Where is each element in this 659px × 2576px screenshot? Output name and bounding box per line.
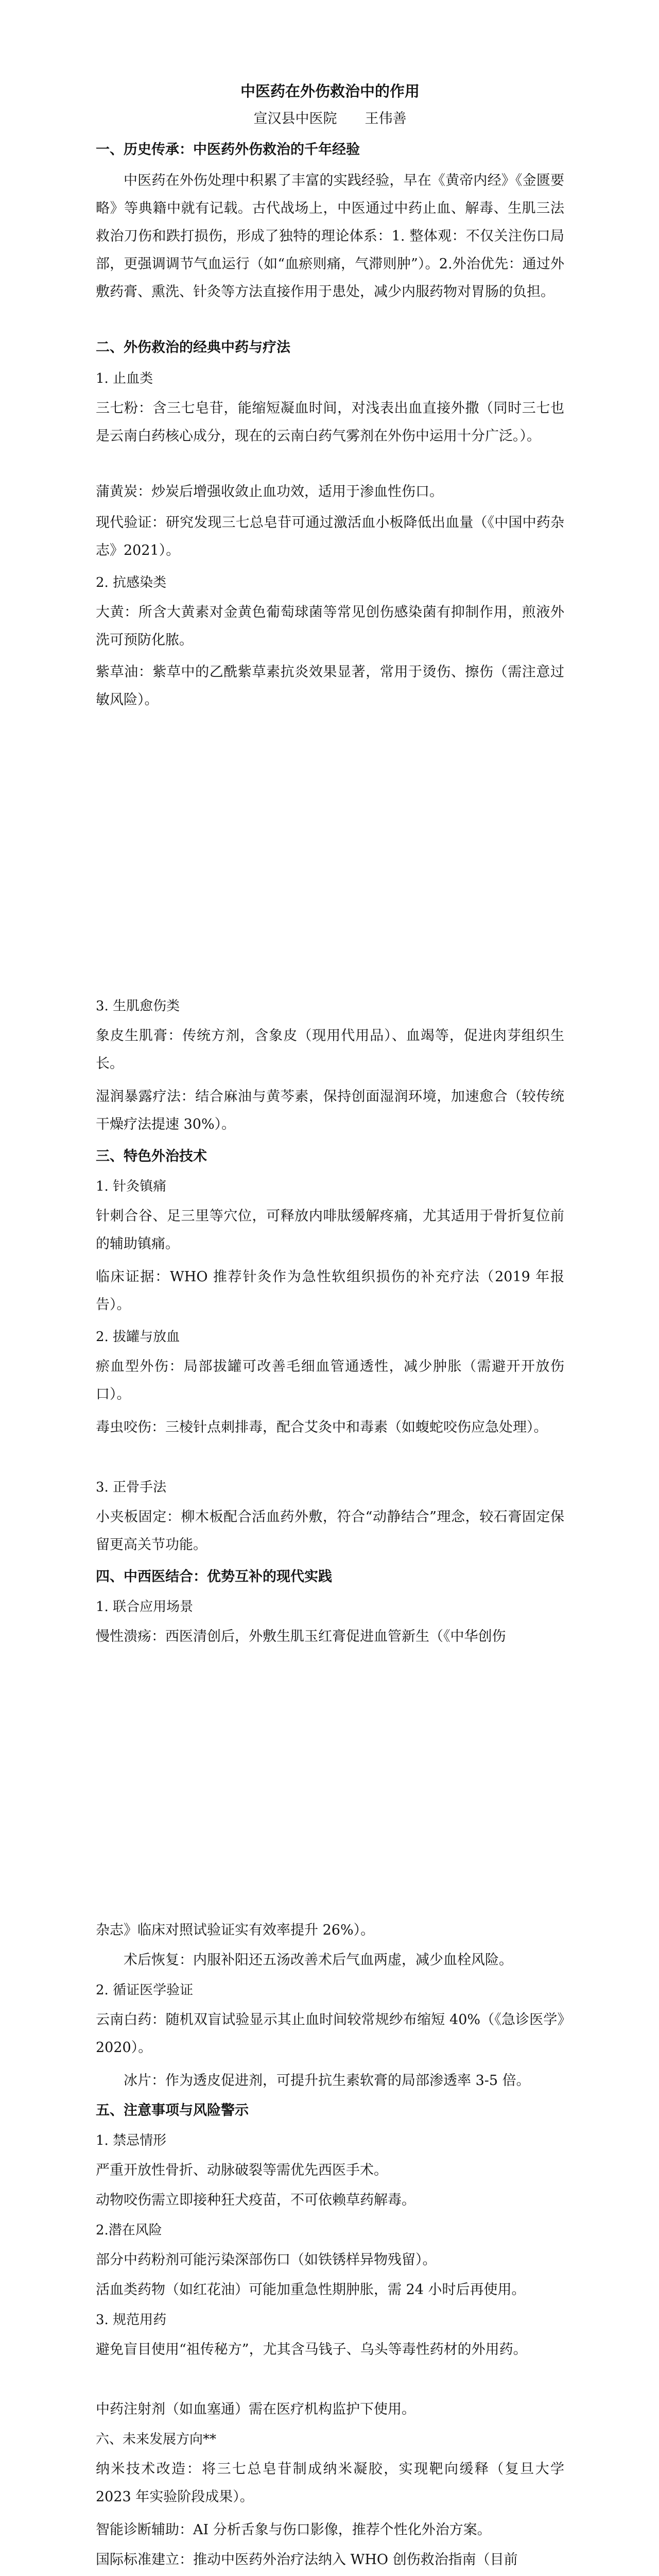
risk-2: 活血类药物（如红花油）可能加重急性期肿胀，需 24 小时后再使用。: [96, 2282, 526, 2298]
evidence-paragraph: 现代验证：研究发现三七总皂苷可通过激活血小板降低出血量（《中国中药杂志》2021）。: [96, 515, 564, 558]
section-6-heading: 六、未来发展方向**: [96, 2432, 217, 2447]
ulcer-paragraph-part-2: 杂志》临床对照试验证实有效率提升 26%）。: [96, 1922, 375, 1938]
xiangpi-paragraph: 象皮生肌膏：传统方剂，含象皮（现用代用品）、血竭等，促进肉芽组织生长。: [96, 1028, 564, 1072]
yunnan-baiyao-paragraph: 云南白药：随机双盲试验显示其止血时间较常规纱布缩短 40%（《急诊医学》2020）。: [96, 2012, 564, 2056]
section-5-heading: 五、注意事项与风险警示: [96, 2103, 249, 2119]
standards-paragraph-part-1: 国际标准建立：推动中医药外治疗法纳入 WHO 创伤救治指南（目前: [96, 2552, 518, 2568]
risk-1: 部分中药粉剂可能污染深部伤口（如铁锈样异物残留）。: [96, 2252, 437, 2268]
regulated-use-2: 中药注射剂（如血塞通）需在医疗机构监护下使用。: [96, 2401, 415, 2417]
document-title: 中医药在外伤救治中的作用: [240, 82, 420, 100]
borneol-paragraph: 冰片：作为透皮促进剂，可提升抗生素软膏的局部渗透率 3-5 倍。: [124, 2073, 530, 2089]
splint-paragraph: 小夹板固定：柳木板配合活血药外敷，符合“动静结合”理念，较石膏固定保留更高关节功能。: [96, 1509, 564, 1553]
cupping-paragraph: 瘀血型外伤：局部拔罐可改善毛细血管通透性，减少肿胀（需避开开放伤口）。: [96, 1359, 564, 1402]
ai-diagnosis-paragraph: 智能诊断辅助：AI 分析舌象与伤口影像，推荐个性化外治方案。: [96, 2522, 491, 2538]
section-3-heading: 三、特色外治技术: [96, 1148, 207, 1164]
sanqi-paragraph: 三七粉：含三七皂苷，能缩短凝血时间，对浅表出血直接外撒（同时三七也是云南白药核心成分，现在的云南白药气雾剂在外伤中运用十分广泛。）。: [96, 400, 564, 444]
section-2-sub-2: 2. 抗感染类: [96, 575, 167, 590]
section-4-heading: 四、中西医结合：优势互补的现代实践: [96, 1569, 332, 1585]
section-3-sub-3: 3. 正骨手法: [96, 1480, 167, 1495]
section-4-sub-2: 2. 循证医学验证: [96, 1982, 194, 1998]
section-2-heading: 二、外伤救治的经典中药与疗法: [96, 340, 290, 355]
shirun-paragraph: 湿润暴露疗法：结合麻油与黄芩素，保持创面湿润环境，加速愈合（较传统干燥疗法提速 30%）。: [96, 1089, 564, 1132]
acupuncture-paragraph: 针刺合谷、足三里等穴位，可释放内啡肽缓解疼痛，尤其适用于骨折复位前的辅助镇痛。: [96, 1208, 564, 1252]
section-5-sub-1: 1. 禁忌情形: [96, 2133, 167, 2148]
regulated-use-1: 避免盲目使用“祖传秘方”，尤其含马钱子、乌头等毒性药材的外用药。: [96, 2342, 527, 2358]
section-3-sub-1: 1. 针灸镇痛: [96, 1179, 167, 1194]
ulcer-paragraph-part-1: 慢性溃疡：西医清创后，外敷生肌玉红膏促进血管新生（《中华创伤: [96, 1629, 506, 1645]
section-2-sub-3: 3. 生肌愈伤类: [96, 998, 180, 1014]
section-4-sub-1: 1. 联合应用场景: [96, 1599, 194, 1615]
section-5-sub-2: 2.潜在风险: [96, 2223, 162, 2238]
section-1-paragraph: 中医药在外伤处理中积累了丰富的实践经验，早在《黄帝内经》《金匮要略》等典籍中就有记载。古代战场上，中医通过中药止血、解毒、生肌三法救治刀伤和跌打损伤，形成了独特的理论体系：1. 整体观：不仅关注伤口局部，更强调调节气血运行（如“血瘀则痛，气滞则肿”）。2.外治优先：通过外敷药膏、熏洗、针灸等方法直接作用于患处，减少内服药物对胃肠的负担。: [96, 173, 564, 300]
puhuang-paragraph: 蒲黄炭：炒炭后增强收敛止血功效，适用于渗血性伤口。: [96, 484, 443, 500]
section-5-sub-3: 3. 规范用药: [96, 2312, 167, 2328]
section-2-sub-1: 1. 止血类: [96, 371, 153, 386]
contraindication-2: 动物咬伤需立即接种狂犬疫苗，不可依赖草药解毒。: [96, 2192, 415, 2208]
nanotech-paragraph: 纳米技术改造：将三七总皂苷制成纳米凝胶，实现靶向缓释（复旦大学 2023 年实验阶段成果）。: [96, 2461, 564, 2505]
postop-paragraph: 术后恢复：内服补阳还五汤改善术后气血两虚，减少血栓风险。: [124, 1952, 513, 1968]
section-1-heading: 一、历史传承：中医药外伤救治的千年经验: [96, 142, 360, 158]
zicao-paragraph: 紫草油：紫草中的乙酰紫草素抗炎效果显著，常用于烫伤、擦伤（需注意过敏风险）。: [96, 664, 564, 708]
document-byline: 宣汉县中医院 王伟善: [253, 111, 407, 127]
contraindication-1: 严重开放性骨折、动脉破裂等需优先西医手术。: [96, 2162, 388, 2178]
dahuang-paragraph: 大黄：所含大黄素对金黄色葡萄球菌等常见创伤感染菌有抑制作用，煎液外洗可预防化脓。: [96, 604, 564, 648]
section-3-sub-2: 2. 拔罐与放血: [96, 1329, 180, 1345]
insect-bite-paragraph: 毒虫咬伤：三棱针点刺排毒，配合艾灸中和毒素（如蝮蛇咬伤应急处理）。: [96, 1419, 548, 1435]
clinical-evidence-paragraph: 临床证据：WHO 推荐针灸作为急性软组织损伤的补充疗法（2019 年报告）。: [96, 1269, 564, 1313]
